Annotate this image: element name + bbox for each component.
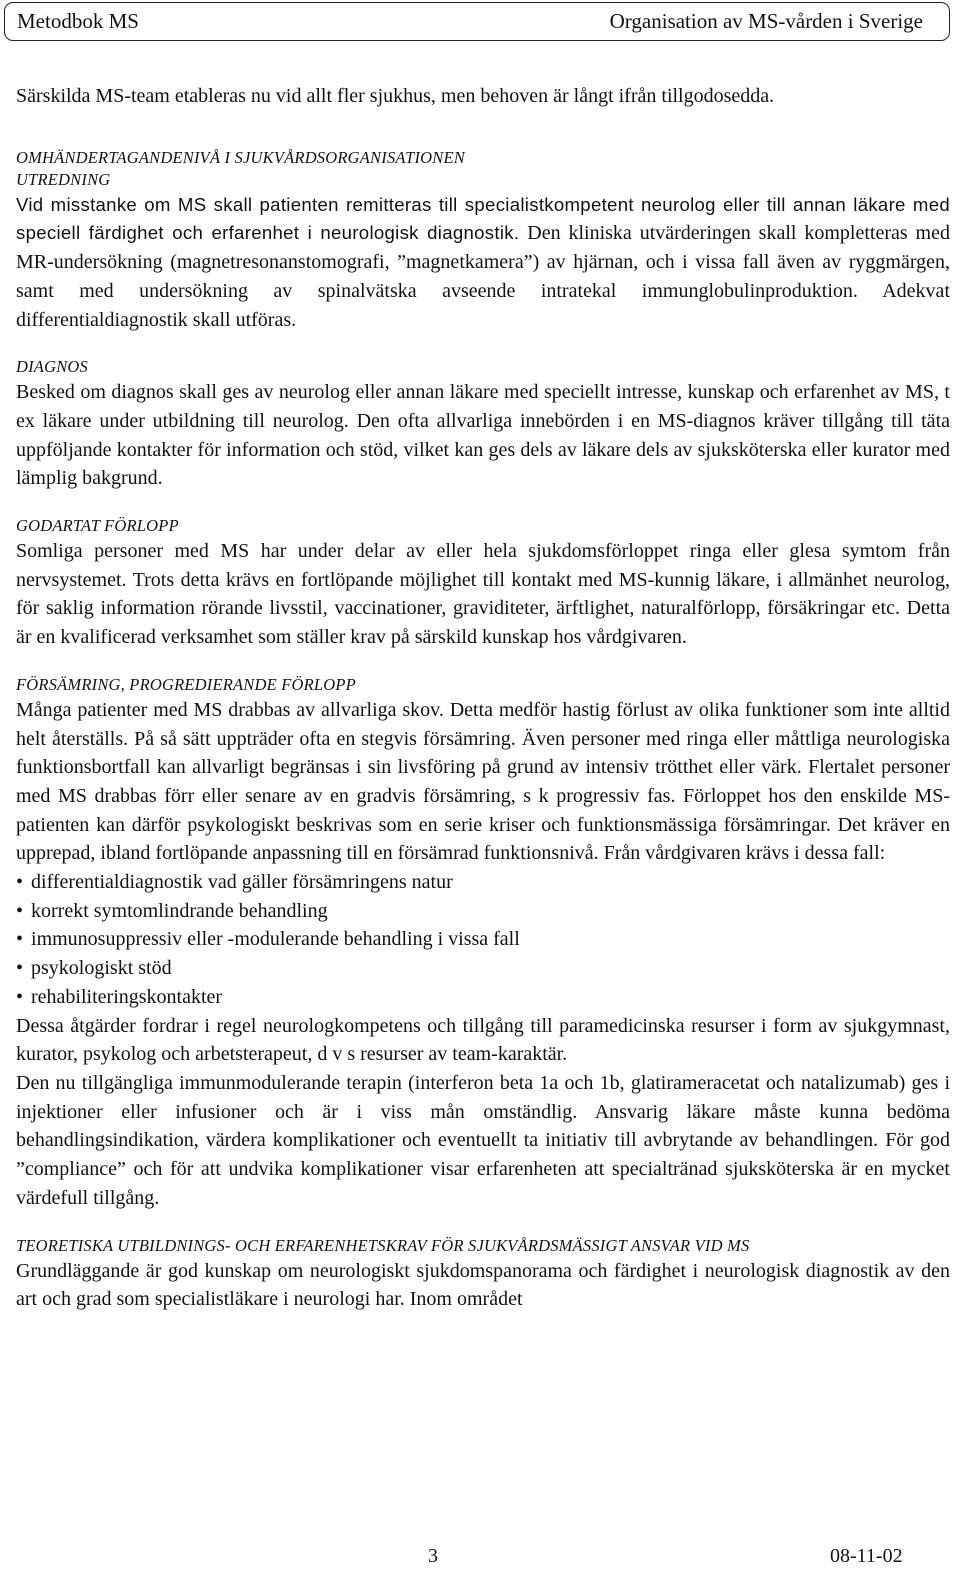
section-heading-teoretiska: TEORETISKA UTBILDNINGS- OCH ERFARENHETSKRAV FÖR SJUKVÅRDSMÄSSIGT ANSVAR VID MS <box>16 1235 750 1255</box>
section-heading-omhandertagande: OMHÄNDERTAGANDENIVÅ I SJUKVÅRDSORGANISATIONEN <box>16 147 465 167</box>
diagnos-paragraph: Besked om diagnos skall ges av neurolog eller annan läkare med speciellt intresse, kunskap och erfarenhet av MS, t ex läkare under utbildning till neurolog. Den ofta allvarliga innebörden i en MS-diagnos kräver tillgång till täta uppföljande kontakter för information och stöd, vilket kan ges dels av läkare dels av sjuksköterska eller kurator med lämplig bakgrund. <box>16 381 950 490</box>
godartat-paragraph: Somliga personer med MS har under delar av eller hela sjukdomsförloppet ringa eller glesa symtom från nervsystemet. Trots detta krävs en fortlöpande möjlighet till kontakt med MS-kunnig läkare, i allmänhet neurolog, för saklig information rörande livsstil, vaccinationer, graviditeter, ärftlighet, naturalförlopp, försäkringar etc. Detta är en kvalificerad verksamhet som ställer krav på särskild kunskap hos vårdgivaren. <box>16 540 950 649</box>
section-heading-godartat: GODARTAT FÖRLOPP <box>16 516 179 536</box>
list-item: • psykologiskt stöd <box>16 954 950 983</box>
section-heading-forsamring: FÖRSÄMRING, PROGREDIERANDE FÖRLOPP <box>16 674 356 694</box>
teoretiska-paragraph: Grundläggande är god kunskap om neurologiskt sjukdomspanorama och färdighet i neurologisk diagnostik av den art och grad som specialistläkare i neurologi har. Inom området <box>16 1259 950 1311</box>
therapy-paragraph: Den nu tillgängliga immunmodulerande terapin (interferon beta 1a och 1b, glatirameracetat och natalizumab) ges i injektioner eller infusioner och är i viss mån omständlig. Ansvarig läkare måste kunna bedöma behandlingsindikation, värdera komplikationer och eventuellt ta initiativ till avbrytande av behandlingen. För god ”compliance” och för att undvika komplikationer visar erfarenheten att specialtränad sjuksköterska är en mycket värdefull tillgång. <box>16 1071 950 1209</box>
document-date: 08-11-02 <box>830 1545 903 1567</box>
list-item: • immunosuppressiv eller -modulerande behandling i vissa fall <box>16 925 950 954</box>
list-item: • differentialdiagnostik vad gäller försämringens natur <box>16 868 950 897</box>
header-title: Metodbok MS <box>17 9 139 33</box>
page-header <box>4 2 950 41</box>
list-item: • korrekt symtomlindrande behandling <box>16 897 950 926</box>
utredning-paragraph <box>16 191 950 335</box>
intro-paragraph: Särskilda MS-team etableras nu vid allt fler sjukhus, men behoven är långt ifrån tillgodosedda. <box>16 85 775 107</box>
header-chapter: Organisation av MS-vården i Sverige <box>609 9 923 33</box>
requirements-list <box>16 868 950 1012</box>
page-number: 3 <box>428 1545 438 1567</box>
section-subheading-utredning: UTREDNING <box>16 169 111 189</box>
list-item: • rehabiliteringskontakter <box>16 983 950 1012</box>
section-heading-diagnos: DIAGNOS <box>16 357 88 377</box>
utredning-text-a: Vid misstanke om MS skall patienten remitteras till specialistkompetent neurolog eller till annan läkare med speciell färdighet och erfarenhet i neurologisk diagnostik. <box>16 193 950 244</box>
document-body <box>16 82 950 1314</box>
resources-paragraph: Dessa åtgärder fordrar i regel neurologkompetens och tillgång till paramedicinska resurser i form av sjukgymnast, kurator, psykolog och arbetsterapeut, d v s resurser av team-karaktär. <box>16 1014 950 1066</box>
forsamring-paragraph: Många patienter med MS drabbas av allvarliga skov. Detta medför hastig förlust av olika funktioner som inte alltid helt återställs. På så sätt uppträder ofta en stegvis försämring. Även personer med ringa eller måttliga neurologiska funktionsbortfall kan allvarligt begränsas i sin livsföring på grund av intensiv trötthet eller värk. Flertalet personer med MS drabbas förr eller senare av en gradvis försämring, s k progressiv fas. Förloppet hos den enskilde MS-patienten kan därför psykologiskt beskrivas som en serie kriser och funktionsmässiga försämringar. Det kräver en upprepad, ibland fortlöpande anpassning till en försämrad funktionsnivå. Från vårdgivaren krävs i dessa fall: <box>16 698 950 865</box>
utredning-text-b: Den kliniska utvärderingen skall kompletteras med MR-undersökning (magnetresonanstomografi, ”magnetkamera”) av hjärnan, och i vissa fall även av ryggmärgen, samt med undersökning av spinalvätska avseende intratekal immunglobulinproduktion. Adekvat differentialdiagnostik skall utföras. <box>16 222 950 331</box>
